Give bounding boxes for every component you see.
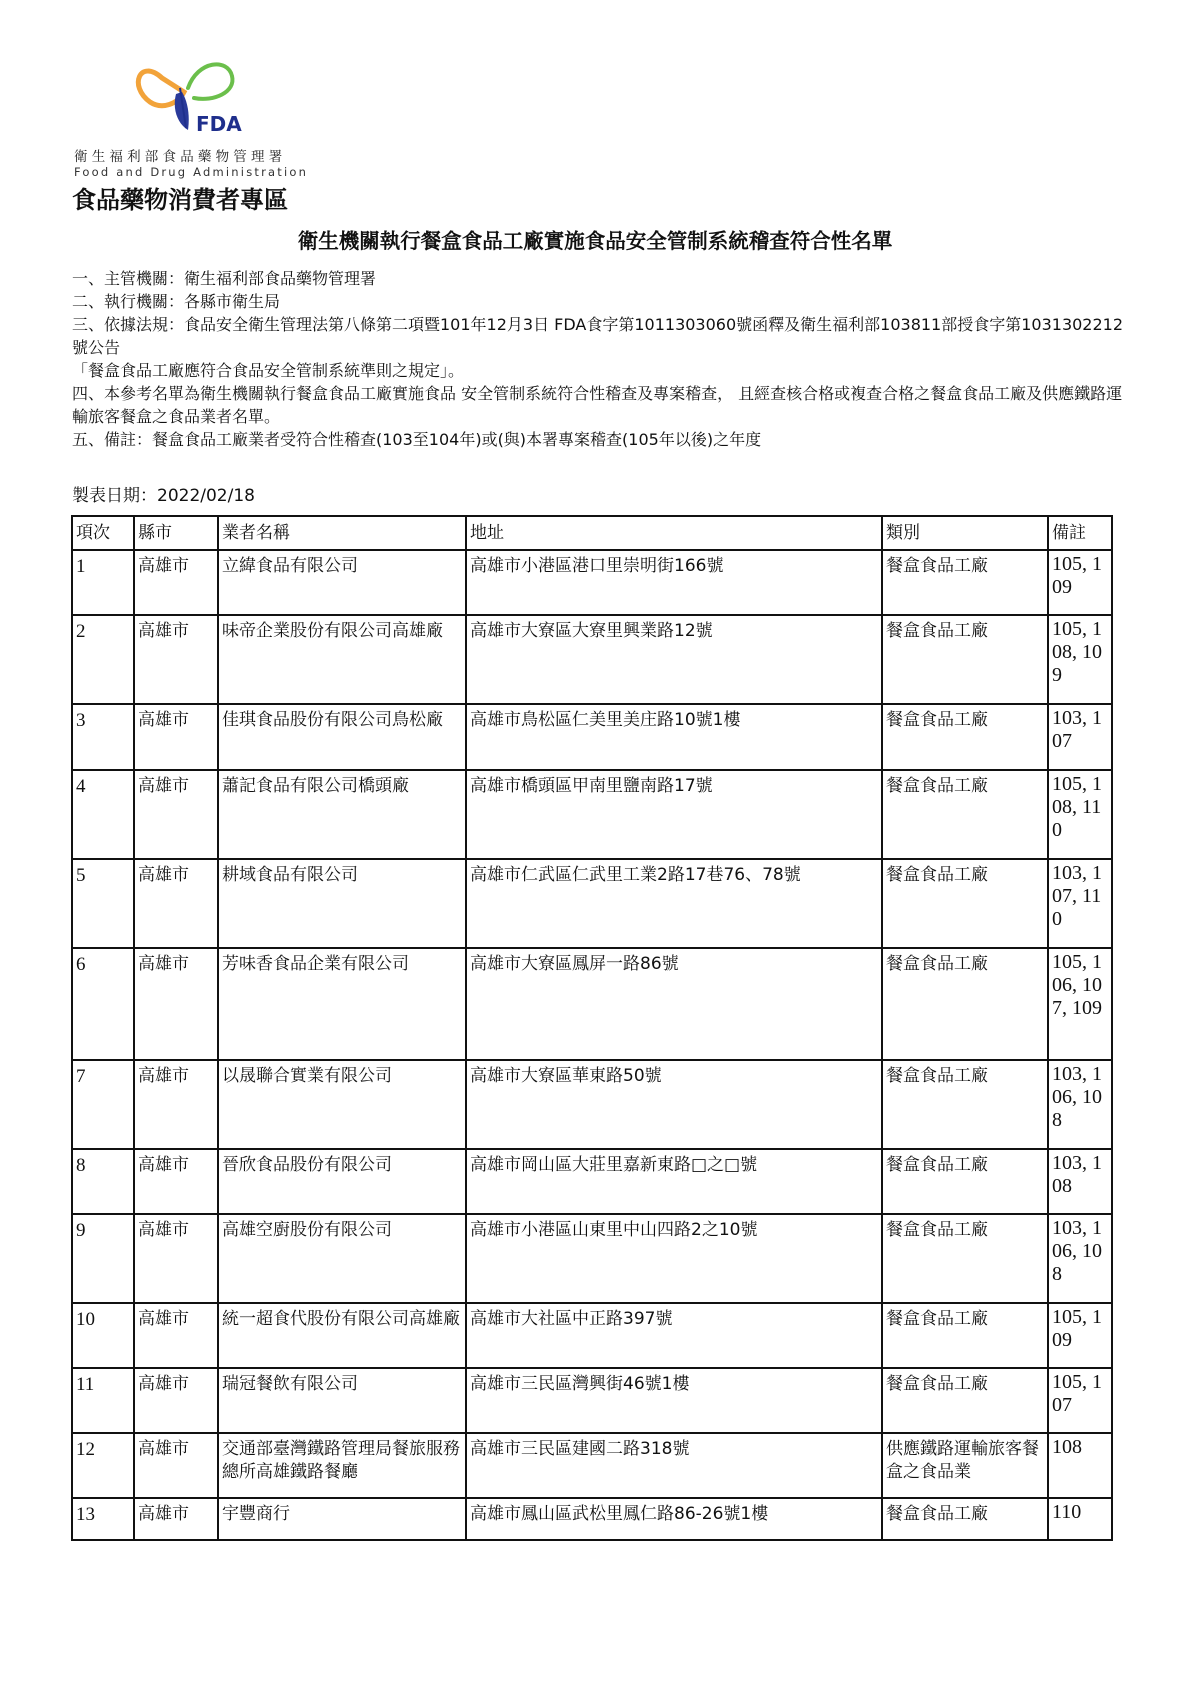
cell-address: 高雄市橋頭區甲南里鹽南路17號 (466, 770, 882, 859)
cell-remark: 103, 106, 108 (1048, 1060, 1112, 1149)
cell-name: 高雄空廚股份有限公司 (218, 1214, 466, 1303)
cell-address: 高雄市大寮區華東路50號 (466, 1060, 882, 1149)
cell-category: 供應鐵路運輸旅客餐盒之食品業 (882, 1433, 1048, 1498)
cell-name: 芳味香食品企業有限公司 (218, 948, 466, 1060)
compliance-table (71, 515, 1113, 1541)
cell-no: 10 (72, 1303, 134, 1368)
table-row (72, 859, 1112, 948)
cell-no: 3 (72, 704, 134, 770)
cell-category: 餐盒食品工廠 (882, 1498, 1048, 1540)
cell-address: 高雄市小港區山東里中山四路2之10號 (466, 1214, 882, 1303)
cell-city: 高雄市 (134, 1433, 218, 1498)
header-address: 地址 (466, 516, 882, 550)
table-row (72, 615, 1112, 704)
zone-title: 食品藥物消費者專區 (72, 186, 288, 214)
cell-city: 高雄市 (134, 859, 218, 948)
cell-no: 11 (72, 1368, 134, 1433)
header-remark: 備註 (1048, 516, 1112, 550)
cell-category: 餐盒食品工廠 (882, 1368, 1048, 1433)
table-row (72, 704, 1112, 770)
made-date: 製表日期：2022/02/18 (72, 486, 255, 506)
cell-remark: 103, 107, 110 (1048, 859, 1112, 948)
cell-name: 以晟聯合實業有限公司 (218, 1060, 466, 1149)
cell-name: 立緯食品有限公司 (218, 550, 466, 615)
cell-city: 高雄市 (134, 704, 218, 770)
cell-address: 高雄市岡山區大莊里嘉新東路□之□號 (466, 1149, 882, 1214)
cell-name: 宇豐商行 (218, 1498, 466, 1540)
table-row (72, 1060, 1112, 1149)
cell-no: 7 (72, 1060, 134, 1149)
cell-no: 8 (72, 1149, 134, 1214)
table-row (72, 948, 1112, 1060)
cell-category: 餐盒食品工廠 (882, 770, 1048, 859)
cell-name: 佳琪食品股份有限公司鳥松廠 (218, 704, 466, 770)
cell-address: 高雄市三民區灣興街46號1樓 (466, 1368, 882, 1433)
cell-remark: 108 (1048, 1433, 1112, 1498)
document-title: 衛生機關執行餐盒食品工廠實施食品安全管制系統稽查符合性名單 (297, 229, 893, 253)
cell-address: 高雄市鳥松區仁美里美庄路10號1樓 (466, 704, 882, 770)
table-row (72, 550, 1112, 615)
table-row (72, 1498, 1112, 1540)
cell-city: 高雄市 (134, 550, 218, 615)
cell-category: 餐盒食品工廠 (882, 550, 1048, 615)
cell-no: 5 (72, 859, 134, 948)
note-regulation: 三、依據法規：食品安全衛生管理法第八條第二項暨101年12月3日 FDA食字第1011303060號函釋及衛生福利部103811部授食字第1031302212號公告 (72, 315, 1124, 357)
cell-address: 高雄市鳳山區武松里鳳仁路86-26號1樓 (466, 1498, 882, 1540)
cell-category: 餐盒食品工廠 (882, 1303, 1048, 1368)
cell-category: 餐盒食品工廠 (882, 948, 1048, 1060)
cell-remark: 103, 107 (1048, 704, 1112, 770)
table-row (72, 1214, 1112, 1303)
cell-city: 高雄市 (134, 615, 218, 704)
cell-name: 統一超食代股份有限公司高雄廠 (218, 1303, 466, 1368)
note-authority: 一、主管機關：衛生福利部食品藥物管理署 (72, 269, 377, 288)
cell-city: 高雄市 (134, 770, 218, 859)
cell-address: 高雄市大社區中正路397號 (466, 1303, 882, 1368)
cell-remark: 103, 108 (1048, 1149, 1112, 1214)
table-row (72, 770, 1112, 859)
cell-name: 晉欣食品股份有限公司 (218, 1149, 466, 1214)
cell-name: 瑞冠餐飲有限公司 (218, 1368, 466, 1433)
cell-no: 6 (72, 948, 134, 1060)
cell-no: 4 (72, 770, 134, 859)
cell-remark: 105, 107 (1048, 1368, 1112, 1433)
cell-no: 12 (72, 1433, 134, 1498)
cell-name: 耕域食品有限公司 (218, 859, 466, 948)
cell-address: 高雄市小港區港口里崇明街166號 (466, 550, 882, 615)
note-remark: 五、備註：餐盒食品工廠業者受符合性稽查(103至104年)或(與)本署專案稽查(105年以後)之年度 (72, 430, 762, 449)
cell-address: 高雄市三民區建國二路318號 (466, 1433, 882, 1498)
header-no: 項次 (72, 516, 134, 550)
cell-no: 13 (72, 1498, 134, 1540)
note-reference-list: 四、本參考名單為衛生機關執行餐盒食品工廠實施食品 安全管制系統符合性稽查及專案稽查， 且經查核合格或複查合格之餐盒食品工廠及供應鐵路運輸旅客餐盒之食品業者名單。 (72, 384, 1123, 426)
cell-city: 高雄市 (134, 1368, 218, 1433)
cell-category: 餐盒食品工廠 (882, 1149, 1048, 1214)
cell-category: 餐盒食品工廠 (882, 1060, 1048, 1149)
cell-category: 餐盒食品工廠 (882, 704, 1048, 770)
table-header-row (72, 516, 1112, 550)
cell-no: 1 (72, 550, 134, 615)
cell-name: 味帝企業股份有限公司高雄廠 (218, 615, 466, 704)
cell-name: 交通部臺灣鐵路管理局餐旅服務總所高雄鐵路餐廳 (218, 1433, 466, 1498)
table-row (72, 1303, 1112, 1368)
cell-city: 高雄市 (134, 1060, 218, 1149)
fda-wordmark: FDA (196, 112, 242, 136)
cell-address: 高雄市大寮區鳳屏一路86號 (466, 948, 882, 1060)
cell-remark: 105, 109 (1048, 550, 1112, 615)
cell-remark: 105, 106, 107, 109 (1048, 948, 1112, 1060)
note-executor: 二、執行機關：各縣市衛生局 (72, 292, 281, 311)
cell-remark: 105, 108, 110 (1048, 770, 1112, 859)
cell-name: 蕭記食品有限公司橋頭廠 (218, 770, 466, 859)
agency-name-en: Food and Drug Administration (74, 165, 309, 179)
cell-remark: 105, 108, 109 (1048, 615, 1112, 704)
cell-category: 餐盒食品工廠 (882, 615, 1048, 704)
cell-city: 高雄市 (134, 1498, 218, 1540)
table-row (72, 1433, 1112, 1498)
header-category: 類別 (882, 516, 1048, 550)
cell-category: 餐盒食品工廠 (882, 859, 1048, 948)
cell-address: 高雄市大寮區大寮里興業路12號 (466, 615, 882, 704)
cell-remark: 110 (1048, 1498, 1112, 1540)
cell-city: 高雄市 (134, 1303, 218, 1368)
table-row (72, 1149, 1112, 1214)
cell-city: 高雄市 (134, 1149, 218, 1214)
header-name: 業者名稱 (218, 516, 466, 550)
cell-city: 高雄市 (134, 948, 218, 1060)
cell-no: 2 (72, 615, 134, 704)
cell-city: 高雄市 (134, 1214, 218, 1303)
notes-section (72, 267, 1132, 451)
note-regulation-cont: 「餐盒食品工廠應符合食品安全管制系統準則之規定」。 (72, 361, 465, 380)
cell-category: 餐盒食品工廠 (882, 1214, 1048, 1303)
table-row (72, 1368, 1112, 1433)
header-city: 縣市 (134, 516, 218, 550)
cell-address: 高雄市仁武區仁武里工業2路17巷76、78號 (466, 859, 882, 948)
agency-name-zh: 衛生福利部食品藥物管理署 (74, 149, 287, 165)
cell-no: 9 (72, 1214, 134, 1303)
cell-remark: 103, 106, 108 (1048, 1214, 1112, 1303)
cell-remark: 105, 109 (1048, 1303, 1112, 1368)
